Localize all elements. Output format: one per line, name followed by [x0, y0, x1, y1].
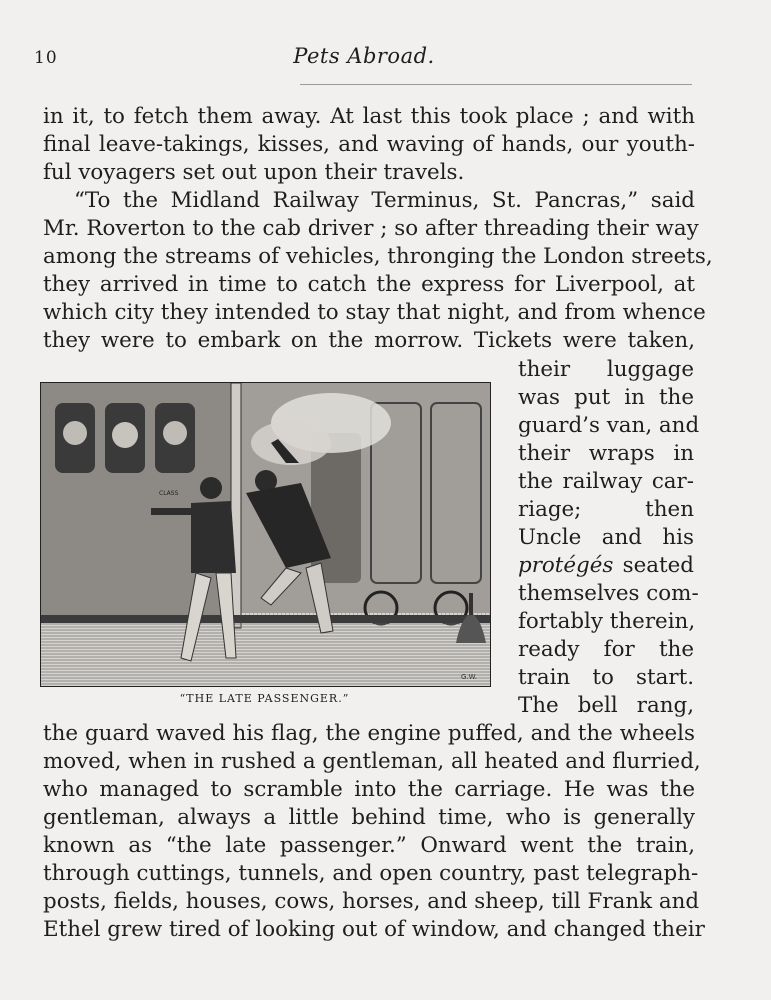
body-line: in it, to fetch them away. At last this took place ; and with	[43, 104, 695, 129]
body-line: among the streams of vehicles, thronging the London streets,	[43, 244, 713, 269]
body-line: the guard waved his flag, the engine puffed, and the wheels	[43, 721, 695, 746]
page-header	[34, 44, 694, 74]
late-passenger-engraving	[41, 383, 490, 686]
side-line: their luggage	[518, 357, 694, 382]
body-line: posts, fields, houses, cows, horses, and sheep, till Frank and	[43, 889, 700, 914]
body-line: through cuttings, tunnels, and open country, past telegraph-	[43, 861, 699, 886]
side-line: The bell rang,	[518, 693, 694, 718]
body-line: they were to embark on the morrow. Tickets were taken,	[43, 328, 695, 353]
side-line: Uncle and his	[518, 525, 694, 550]
side-line: ready for the	[518, 637, 694, 662]
header-rule	[300, 84, 692, 85]
side-line: their wraps in	[518, 441, 694, 466]
body-line: gentleman, always a little behind time, who is generally	[43, 805, 695, 830]
side-line: the railway car-	[518, 469, 694, 494]
side-line: fortably therein,	[518, 609, 696, 634]
figure-caption: “THE LATE PASSENGER.”	[179, 692, 350, 705]
side-line: themselves com-	[518, 581, 699, 606]
page-number: 10	[34, 48, 58, 68]
side-line-seated: seated	[622, 553, 694, 578]
body-line: moved, when in rushed a gentleman, all heated and flurried,	[43, 749, 701, 774]
body-line: they arrived in time to catch the express for Liverpool, at	[43, 272, 695, 297]
body-line: ful voyagers set out upon their travels.	[43, 160, 465, 185]
body-line: Ethel grew tired of looking out of window, and changed their	[43, 917, 705, 942]
artist-signature: G.W.	[461, 673, 477, 681]
body-line: which city they intended to stay that night, and from whence	[43, 300, 706, 325]
illustration	[40, 382, 491, 687]
side-line: was put in the	[518, 385, 694, 410]
body-line: known as “the late passenger.” Onward went the train,	[43, 833, 695, 858]
body-line: final leave-takings, kisses, and waving of hands, our youth-	[43, 132, 695, 157]
protege-word: protégés	[518, 553, 614, 578]
body-line: Mr. Roverton to the cab driver ; so after threading their way	[43, 216, 699, 241]
side-line: guard’s van, and	[518, 413, 700, 438]
body-line: who managed to scramble into the carriage. He was the	[43, 777, 695, 802]
body-line: “To the Midland Railway Terminus, St. Pancras,” said	[74, 188, 695, 213]
door-sign: CLASS	[159, 490, 179, 497]
side-line: riage; then	[518, 497, 694, 522]
side-line: train to start.	[518, 665, 694, 690]
running-title: Pets Abroad.	[293, 44, 435, 68]
side-line-protege	[518, 552, 694, 580]
